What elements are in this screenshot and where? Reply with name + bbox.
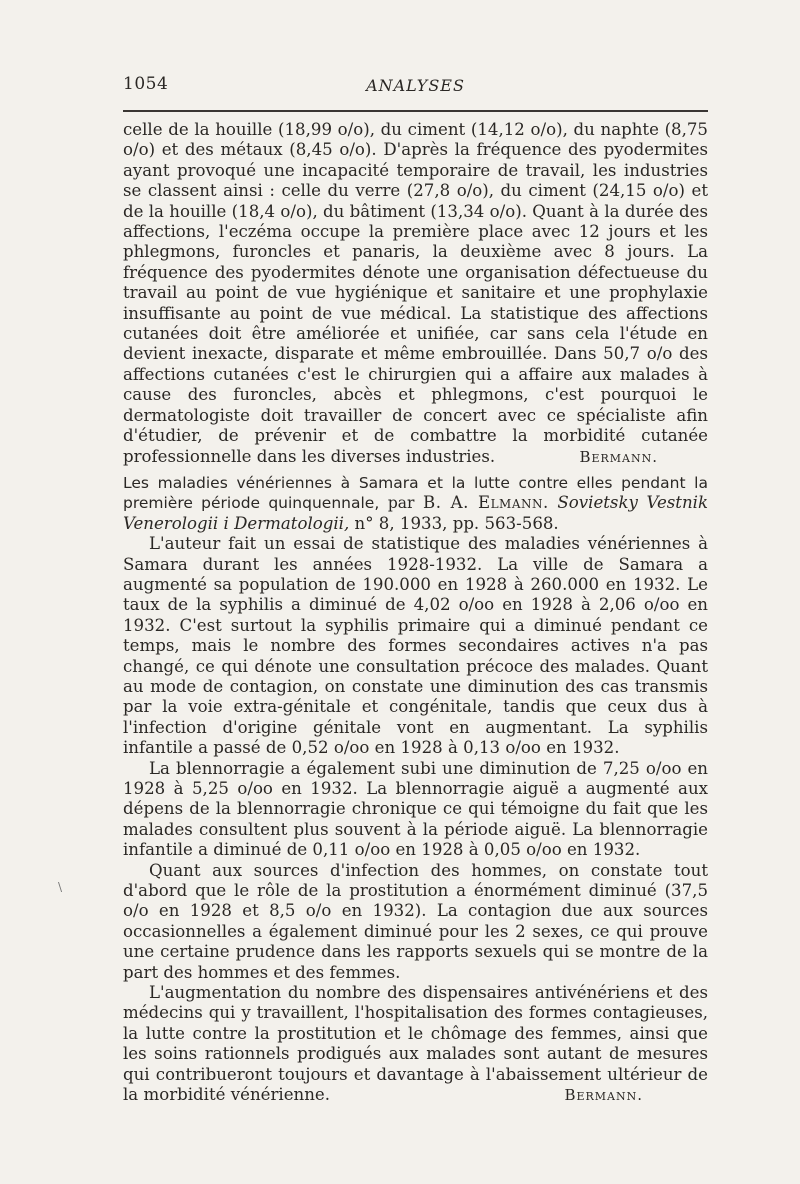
- paragraph: Quant aux sources d'infection des hommes, on constate tout d'abord que le rôle de la prostitution a énormément diminué (37,5 o/o en 1928 et 8,5 o/o en 1932). La contagion due aux sources occasionnelles a également diminué pour les 2 sexes, ce qui prouve une certaine prudence dans les rapports sexuels qui se montre de la part des hommes et des femmes.: [123, 860, 708, 982]
- signature: Bermann.: [579, 447, 658, 466]
- paragraph: La blennorragie a également subi une diminution de 7,25 o/oo en 1928 à 5,25 o/oo en 1932. La blennorragie aiguë a augmenté aux dépens de la blennorragie chronique ce qui témoigne du fait que les malades consultent plus souvent à la période aiguë. La blennorragie infantile a diminué de 0,11 o/oo en 1928 à 0,05 o/oo en 1932.: [123, 758, 708, 860]
- page-number: 1054: [123, 74, 169, 94]
- journal-name: Sovietsky Vestnik Venerologii i Dermatologii,: [123, 493, 708, 533]
- header-rule: [123, 110, 708, 112]
- review-title: [123, 473, 708, 534]
- first-review: [123, 120, 708, 467]
- article-author: B. A. Elmann.: [423, 493, 549, 513]
- paragraph: L'augmentation du nombre des dispensaires antivénériens et des médecins qui y travaillent, l'hospitalisation des formes contagieuses, la lutte contre la prostitution et le chômage des femmes, ainsi que les soins rationnels prodigués aux malades sont autant de mesures qui contribueront toujours et davantage à l'abaissement ultérieur de la morbidité vénérienne. Bermann.: [123, 983, 708, 1105]
- margin-mark: \: [58, 880, 63, 894]
- by-word: par: [387, 494, 415, 513]
- page: [123, 74, 708, 1106]
- page-header: [123, 74, 708, 104]
- article-title: Les maladies vénériennes à Samara et la lutte contre elles pendant la première période quinquennale,: [123, 473, 708, 513]
- citation: n° 8, 1933, pp. 563-568.: [354, 513, 559, 533]
- first-review-paragraph: celle de la houille (18,99 o/o), du ciment (14,12 o/o), du naphte (8,75 o/o) et des métaux (8,45 o/o). D'après la fréquence des pyodermites ayant provoqué une incapacité temporaire de travail, les industries se classent ainsi : celle du verre (27,8 o/o), du ciment (24,15 o/o) et de la houille (18,4 o/o), du bâtiment (13,34 o/o). Quant à la durée des affections, l'eczéma occupe la première place avec 12 jours et les phlegmons, furoncles et panaris, la deuxième avec 8 jours. La fréquence des pyodermites dénote une organisation défectueuse du travail au point de vue hygiénique et sanitaire et une prophylaxie insuffisante au point de vue médical. La statistique des affections cutanées doit être améliorée et unifiée, car sans cela l'étude en devient inexacte, disparate et même embrouillée. Dans 50,7 o/o des affections cutanées c'est le chirurgien qui a affaire aux malades à cause des furoncles, abcès et phlegmons, c'est pourquoi le dermatologiste doit travailler de concert avec ce spécialiste afin d'étudier, de prévenir et de combattre la morbidité cutanée professionnelle dans les diverses industries. Bermann.: [123, 120, 708, 466]
- running-title: ANALYSES: [366, 76, 465, 95]
- paragraph: L'auteur fait un essai de statistique des maladies vénériennes à Samara durant les années 1928-1932. La ville de Samara a augmenté sa population de 190.000 en 1928 à 260.000 en 1932. Le taux de la syphilis a diminué de 4,02 o/oo en 1928 à 2,06 o/oo en 1932. C'est surtout la syphilis primaire qui a diminué pendant ce temps, mais le nombre des formes secondaires actives n'a pas changé, ce qui dénote une consultation précoce des malades. Quant au mode de contagion, on constate une diminution des cas transmis par la voie extra-génitale et congénitale, tandis que ceux dus à l'infection d'origine génitale vont en augmentant. La syphilis infantile a passé de 0,52 o/oo en 1928 à 0,13 o/oo en 1932.: [123, 534, 708, 758]
- signature: Bermann.: [564, 1086, 643, 1105]
- second-review: [123, 473, 708, 1106]
